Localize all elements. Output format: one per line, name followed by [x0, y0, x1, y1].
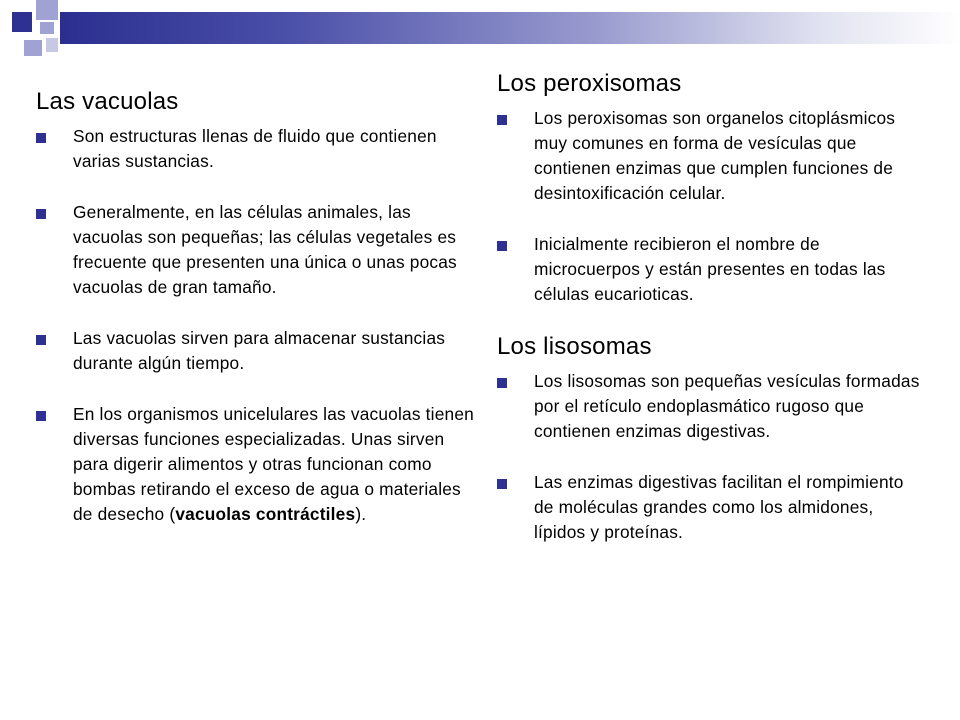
left-column — [36, 88, 476, 553]
square-bullet-icon — [497, 115, 507, 125]
header-square-light — [36, 0, 58, 20]
vacuolas-list — [36, 124, 476, 527]
list-item — [497, 106, 927, 206]
header-square-small — [40, 22, 54, 34]
square-bullet-icon — [497, 378, 507, 388]
peroxisomas-list — [497, 106, 927, 307]
list-item-text: Las vacuolas sirven para almacenar sustancias durante algún tiempo. — [73, 328, 446, 373]
square-bullet-icon — [36, 209, 46, 219]
header-gradient-bar — [60, 12, 960, 44]
list-item-text: Inicialmente recibieron el nombre de microcuerpos y están presentes en todas las células eucarioticas. — [534, 234, 886, 304]
list-item-text: Las enzimas digestivas facilitan el rompimiento de moléculas grandes como los almidones, lípidos y proteínas. — [534, 472, 904, 542]
square-bullet-icon — [36, 133, 46, 143]
square-bullet-icon — [36, 335, 46, 345]
list-item — [36, 326, 476, 376]
header-square-dark — [12, 12, 32, 32]
vacuolas-title: Las vacuolas — [36, 88, 179, 115]
list-item-text: Son estructuras llenas de fluido que contienen varias sustancias. — [73, 126, 437, 171]
list-item — [497, 232, 927, 307]
header-square-bottom — [46, 38, 58, 52]
header-square-lower — [24, 40, 42, 56]
list-item — [497, 470, 927, 545]
bold-term: vacuolas contráctiles — [175, 504, 356, 524]
list-item-text-end: ). — [355, 504, 367, 524]
list-item-text: En los organismos unicelulares las vacuolas tienen diversas funciones especializadas. Unas sirven para digerir alimentos y otras funcionan como bombas retirando el exceso de agua o materiales de desecho ( — [73, 404, 474, 524]
lisosomas-title: Los lisosomas — [497, 333, 652, 360]
list-item-text: Generalmente, en las células animales, las vacuolas son pequeñas; las células vegetales es frecuente que presenten una única o unas pocas vacuolas de gran tamaño. — [73, 202, 457, 297]
list-item — [497, 369, 927, 444]
right-column — [497, 70, 927, 571]
lisosomas-list — [497, 369, 927, 545]
list-item-text: Los lisosomas son pequeñas vesículas formadas por el retículo endoplasmático rugoso que contienen enzimas digestivas. — [534, 371, 920, 441]
list-item-text: Los peroxisomas son organelos citoplásmicos muy comunes en forma de vesículas que contienen enzimas que cumplen funciones de desintoxificación celular. — [534, 108, 896, 203]
square-bullet-icon — [36, 411, 46, 421]
list-item — [36, 200, 476, 300]
list-item — [36, 124, 476, 174]
peroxisomas-title: Los peroxisomas — [497, 70, 682, 97]
square-bullet-icon — [497, 479, 507, 489]
list-item — [36, 402, 476, 527]
square-bullet-icon — [497, 241, 507, 251]
